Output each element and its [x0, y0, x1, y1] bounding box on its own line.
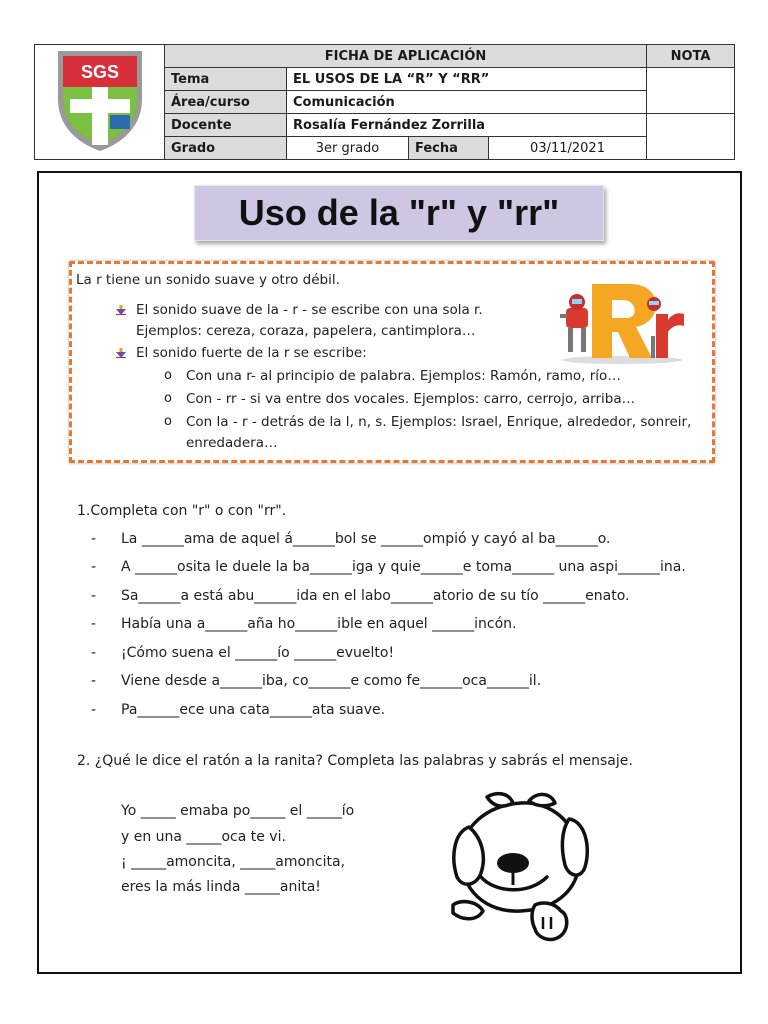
rule-soft-line1: El sonido suave de la - r - se escribe con una sola r.	[136, 302, 483, 318]
exercise2-line: eres la más linda _____anita!	[121, 879, 321, 895]
grado-value: 3er grado	[287, 137, 409, 160]
docente-label: Docente	[165, 114, 287, 137]
tema-label: Tema	[165, 68, 287, 91]
nota-label: NOTA	[647, 45, 735, 68]
exercise1-item: ¡Cómo suena el ______ío ______evuelto!	[121, 645, 395, 661]
area-value: Comunicación	[287, 91, 647, 114]
tema-value: EL USOS DE LA “R” Y “RR”	[287, 68, 647, 91]
dash: -	[91, 559, 97, 575]
sub-bullet: o	[164, 414, 172, 429]
rr-letters-illustration	[556, 274, 688, 366]
title-banner	[194, 185, 604, 241]
shield-icon	[52, 47, 148, 153]
school-logo	[35, 45, 165, 160]
dash: -	[91, 645, 97, 661]
exercise1-item: Sa______a está abu______ida en el labo______atorio de su tío ______enato.	[121, 588, 630, 604]
rule-strong-s1: Con una r- al principio de palabra. Ejemplos: Ramón, ramo, río…	[186, 368, 621, 384]
exercise1-item: A ______osita le duele la ba______iga y quie______e toma______ una aspi______ina.	[121, 559, 686, 575]
area-label: Área/curso	[165, 91, 287, 114]
header-table	[34, 44, 734, 155]
rules-box	[69, 261, 715, 463]
exercise1-item: La ______ama de aquel á______bol se ______ompió y cayó al ba______o.	[121, 531, 611, 547]
exercise2-line: ¡ _____amoncita, _____amoncita,	[121, 854, 346, 870]
fecha-label: Fecha	[409, 137, 489, 160]
sub-bullet: o	[164, 391, 172, 406]
docente-value: Rosalía Fernández Zorrilla	[287, 114, 647, 137]
dash: -	[91, 673, 97, 689]
arrow-bullet-icon	[116, 348, 126, 358]
dash: -	[91, 702, 97, 718]
worksheet-frame	[37, 171, 742, 974]
dog-drawing	[451, 789, 591, 945]
nota-empty	[647, 114, 735, 160]
exercise2-line: y en una _____oca te vi.	[121, 829, 286, 845]
dash: -	[91, 531, 97, 547]
rules-intro: La r tiene un sonido suave y otro débil.	[76, 272, 340, 288]
ficha-title: FICHA DE APLICACIÓN	[165, 45, 647, 68]
exercise1-item: Viene desde a______iba, co______e como fe______oca______il.	[121, 673, 542, 689]
rule-strong-s2: Con - rr - si va entre dos vocales. Ejemplos: carro, cerrojo, arriba…	[186, 391, 636, 407]
exercise1-heading: 1.Completa con "r" o con "rr".	[77, 503, 287, 519]
grado-label: Grado	[165, 137, 287, 160]
rule-soft-line2: Ejemplos: cereza, coraza, papelera, cantimplora…	[136, 323, 476, 339]
dash: -	[91, 588, 97, 604]
svg-text:SGS: SGS	[80, 62, 119, 82]
sub-bullet: o	[164, 368, 172, 383]
exercise1-item: Había una a______aña ho______ible en aquel ______incón.	[121, 616, 517, 632]
exercise1-item: Pa______ece una cata______ata suave.	[121, 702, 386, 718]
fecha-value: 03/11/2021	[489, 137, 647, 160]
rule-strong-s3-line1: Con la - r - detrás de la l, n, s. Ejemplos: Israel, Enrique, alrededor, sonreir,	[186, 414, 692, 430]
exercise2-heading: 2. ¿Qué le dice el ratón a la ranita? Completa las palabras y sabrás el mensaje.	[77, 753, 633, 769]
rule-strong: El sonido fuerte de la r se escribe:	[136, 345, 367, 361]
dash: -	[91, 616, 97, 632]
rule-strong-s3-line2: enredadera…	[186, 435, 278, 451]
exercise2-line: Yo _____ emaba po_____ el _____ío	[121, 803, 355, 819]
page-title: Uso de la "r" y "rr"	[238, 192, 560, 233]
arrow-bullet-icon	[116, 305, 126, 315]
nota-box	[647, 68, 735, 114]
